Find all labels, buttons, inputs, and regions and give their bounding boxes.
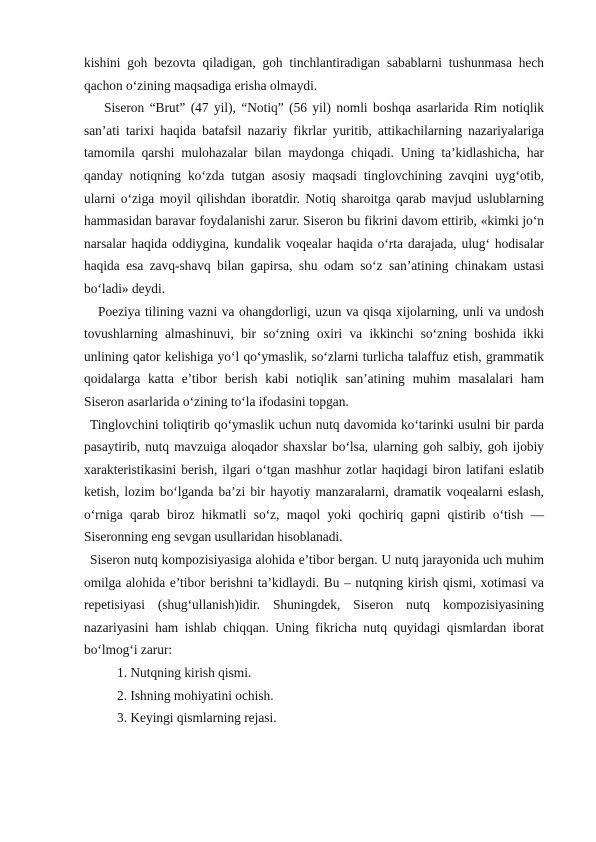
list-item: 1. Nutqning kirish qismi. — [117, 665, 252, 681]
list-item: 2. Ishning mohiyatini ochish. — [117, 687, 274, 703]
paragraph-continuation: kishini goh bezovta qiladigan, goh tinchlantiradigan sabablarni tushunmasa hech qachon o‘zining maqsadiga erisha olmaydi. — [84, 55, 544, 93]
document-page — [84, 52, 544, 730]
paragraph-kompozisiya: Siseron nutq kompozisiyasiga alohida e’tibor bergan. U nutq jarayonida uch muhim omilga alohida e’tibor berishni ta’kidlaydi. Bu – nutqning kirish qismi, xotimasi va repetisiyasi (shug‘ullanish)idir. Shuningdek, Siseron nutq kompozisiyasining nazariyasini ham ishlab chiqqan. Uning fikricha nutq quyidagi qismlardan iborat bo‘lmog‘i zarur: — [84, 552, 544, 658]
paragraph-poeziya: Poeziya tilining vazni va ohangdorligi, uzun va qisqa xijolarning, unli va undosh tovushlarning almashinuvi, bir so‘zning oxiri va ikkinchi so‘zning boshida ikki unlining qator kelishiga yo‘l qo‘ymaslik, so‘zlarni turlicha talaffuz etish, grammatik qoidalarga katta e’tibor berish kabi notiqlik san’atining muhim masalalari ham Siseron asarlarida o‘zining to‘la ifodasini topgan. — [84, 303, 544, 409]
paragraph-brut-notiq: Siseron “Brut” (47 yil), “Notiq” (56 yil) nomli boshqa asarlarida Rim notiqlik san’ati tarixi haqida batafsil nazariy fikrlar yuritib, attikachilarning nazariyalariga tamomila qarshi mulohazalar bilan maydonga chiqadi. Uning ta’kidlashicha, har qanday notiqning ko‘zda tutgan asosiy maqsadi tinglovchining zavqini uyg‘otib, ularni o‘ziga moyil qilishdan iboratdir. Notiq sharoitga qarab mavjud uslublarning hammasidan baravar foydalanishi zarur. Siseron bu fikrini davom ettirib, «kimki jo‘n narsalar haqida oddiygina, kundalik voqealar haqida o‘rta darajada, ulug‘ hodisalar haqida esa zavq-shavq bilan gapirsa, shu odam so‘z san’atining chinakam ustasi bo‘ladi» deydi. — [84, 100, 544, 296]
speech-parts-list — [84, 662, 544, 730]
paragraph-tinglovchini: Tinglovchini toliqtirib qo‘ymaslik uchun nutq davomida ko‘tarinki usulni bir parda pasaytirib, nutq mavzuiga aloqador shaxslar bo‘lsa, ularning goh salbiy, goh ijobiy xarakteristikasini berish, ilgari o‘tgan mashhur zotlar haqidagi biron latifani eslatib ketish, lozim bo‘lganda ba’zi bir hayotiy manzaralarni, dramatik voqealarni eslash, o‘rniga qarab biroz hikmatli so‘z, maqol yoki qochiriq gapni qistirib o‘tish — Siseronning eng sevgan usullaridan hisoblanadi. — [84, 416, 544, 545]
list-item: 3. Keyingi qismlarning rejasi. — [117, 710, 277, 726]
